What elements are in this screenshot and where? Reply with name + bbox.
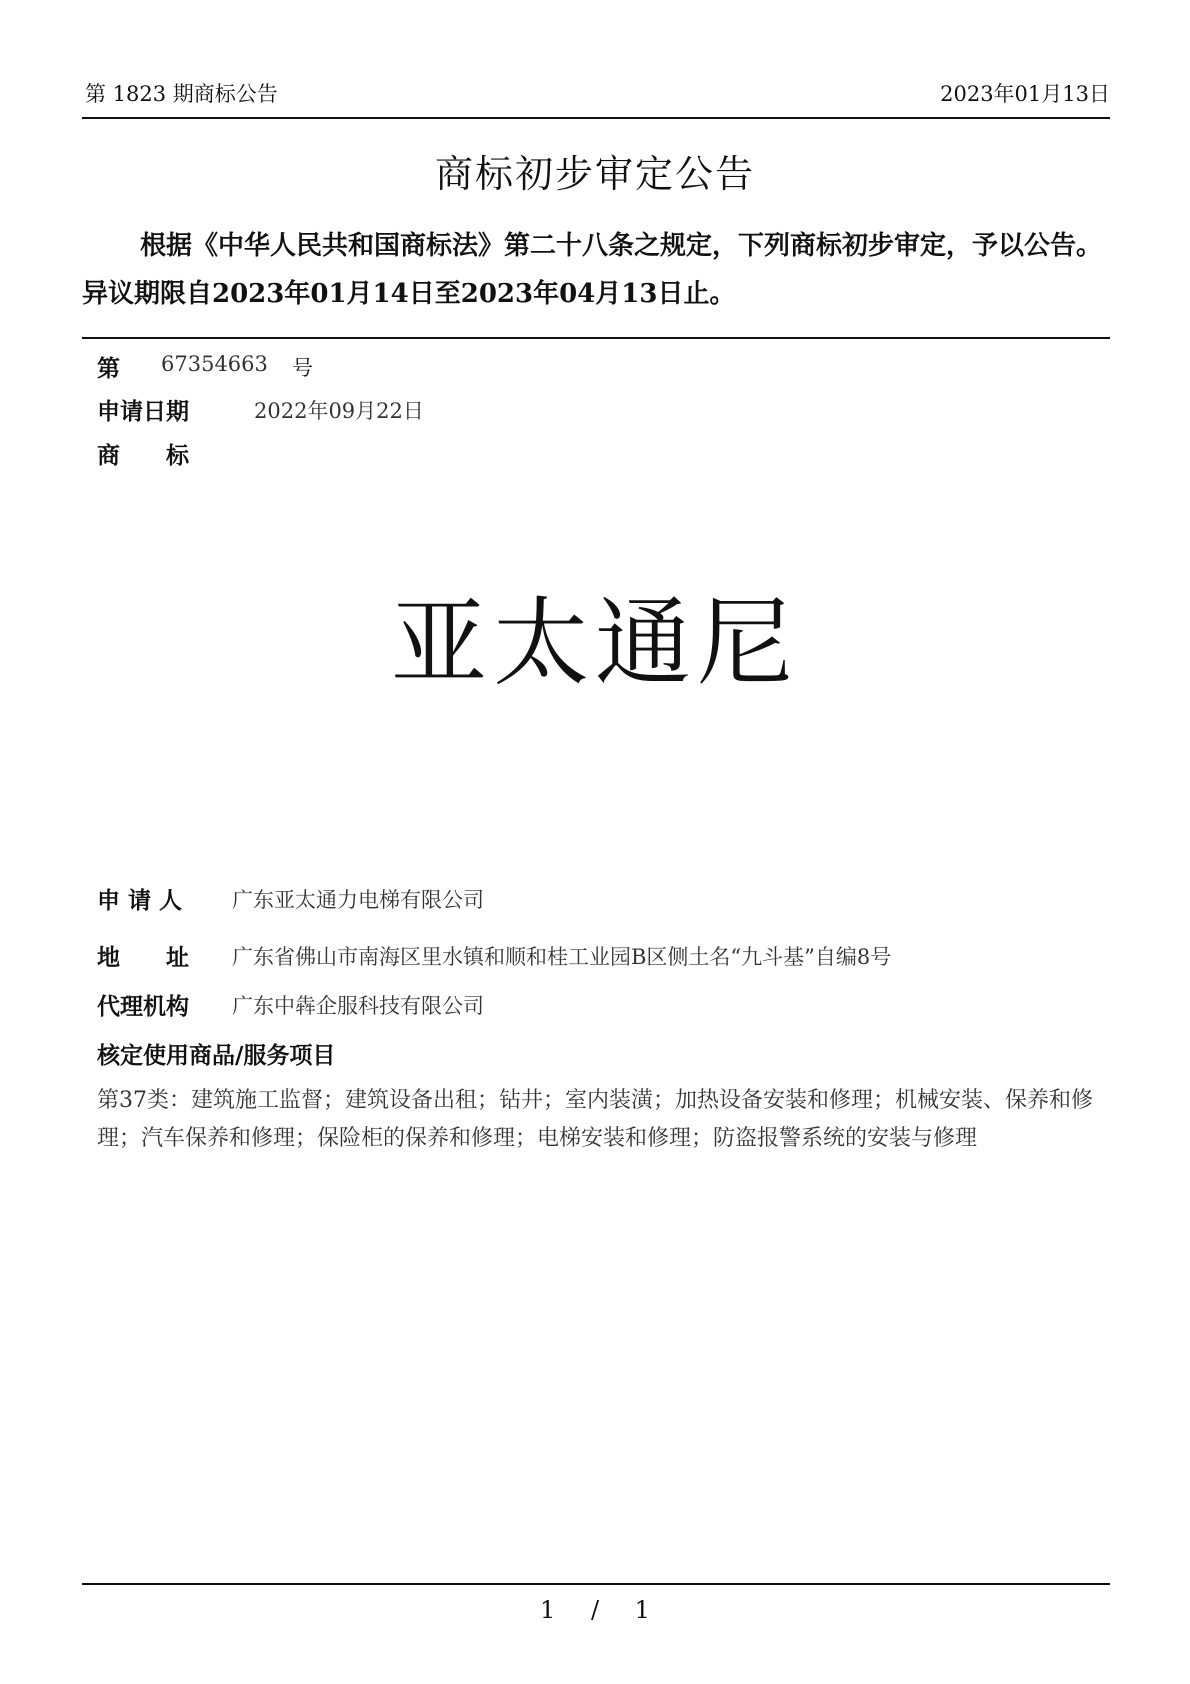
registration-suffix: 号 (292, 356, 313, 380)
footer-divider (82, 1583, 1110, 1585)
announcement-intro: 根据《中华人民共和国商标法》第二十八条之规定，下列商标初步审定，予以公告。异议期限自2023年01月14日至2023年04月13日止。 (82, 231, 1103, 309)
applicant-value: 广东亚太通力电梯有限公司 (232, 888, 484, 912)
page-number: 1 / 1 (540, 1596, 650, 1624)
page-title: 商标初步审定公告 (434, 152, 755, 196)
section-divider (82, 337, 1110, 339)
address-value: 广东省佛山市南海区里水镇和顺和桂工业园B区侧土名“九斗基”自编8号 (232, 945, 892, 969)
trademark-image: 亚太通尼 (391, 587, 799, 699)
registration-number: 67354663 (161, 352, 268, 376)
registration-prefix: 第 (97, 355, 120, 382)
address-label: 地 址 (97, 944, 189, 971)
applicant-label: 申 请 人 (97, 887, 183, 914)
application-date-label: 申请日期 (97, 398, 189, 425)
issue-number: 第 1823 期商标公告 (85, 82, 278, 106)
issue-date: 2023年01月13日 (940, 82, 1110, 106)
services-label: 核定使用商品/服务项目 (97, 1042, 336, 1069)
application-date-value: 2022年09月22日 (254, 399, 424, 423)
agent-label: 代理机构 (97, 993, 189, 1020)
header-divider (82, 117, 1110, 119)
trademark-label: 商 标 (97, 442, 189, 469)
agent-value: 广东中犇企服科技有限公司 (232, 994, 484, 1018)
services-list: 第37类：建筑施工监督；建筑设备出租；钻井；室内装潢；加热设备安装和修理；机械安装、保养和修理；汽车保养和修理；保险柜的保养和修理；电梯安装和修理；防盗报警系统的安装与修理 (97, 1088, 1093, 1151)
